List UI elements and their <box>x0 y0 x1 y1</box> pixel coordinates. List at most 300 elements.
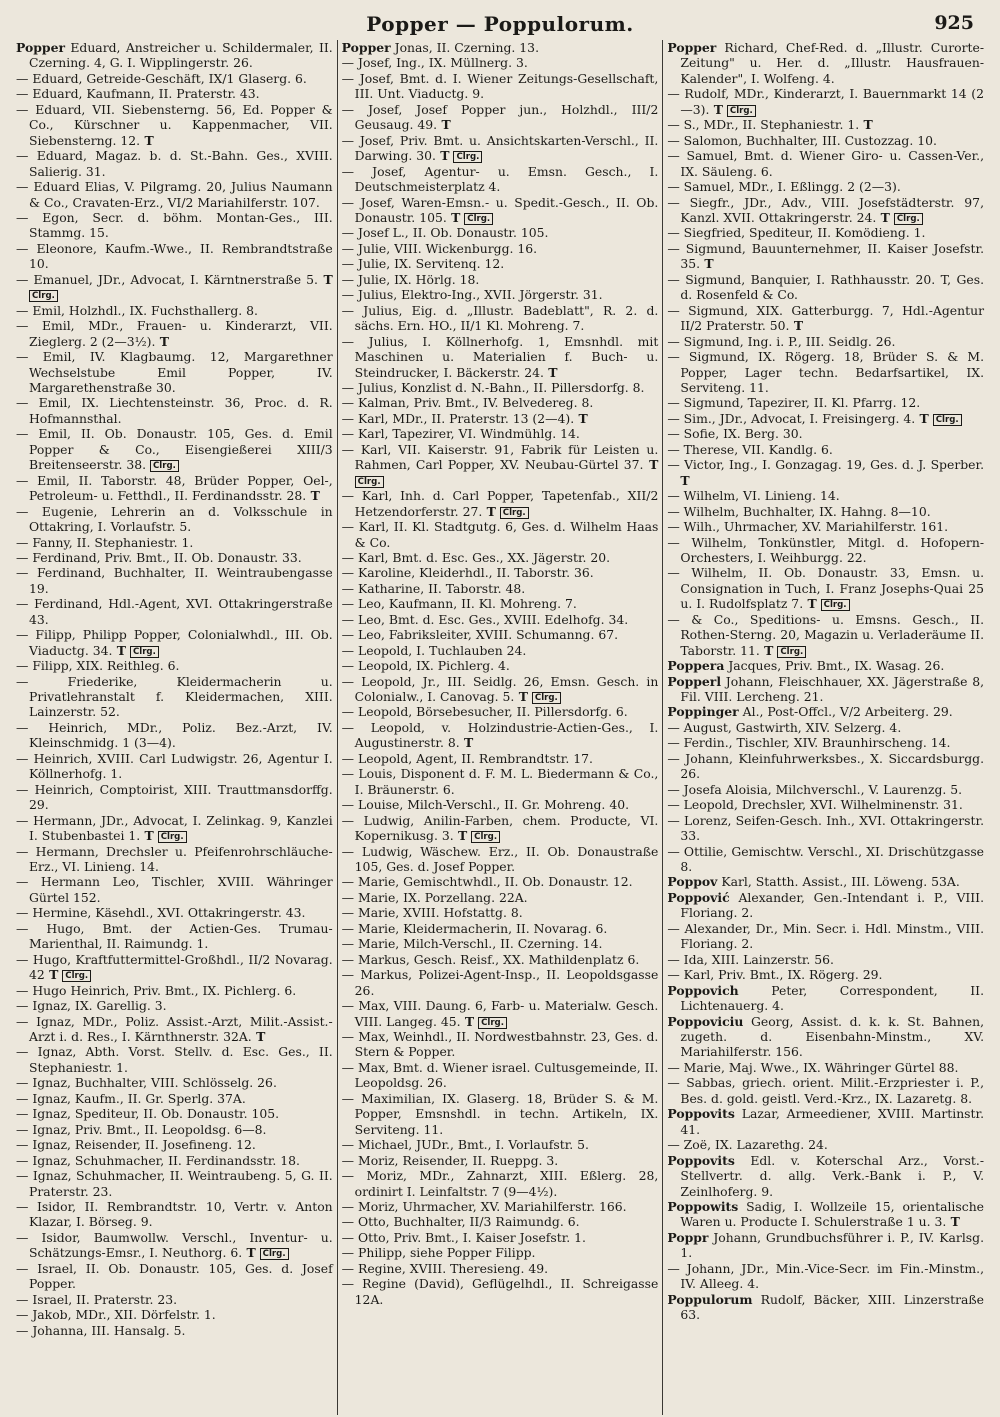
entry-text: Poppovits Edl. v. Koterschal Arz., Vorst.-Stellvertr. d. allg. Verk.-Bank i. P., V. Zeinlhoferg. 9. <box>667 1152 985 1199</box>
entry-text: — Samuel, MDr., I. Eßlingg. 2 (2—3). <box>667 179 901 195</box>
entry-text: — Kalman, Priv. Bmt., IV. Belvedereg. 8. <box>341 395 594 411</box>
entry-text: — Ignaz, Kaufm., II. Gr. Sperlg. 37A. <box>16 1090 246 1106</box>
entry-text: — Siegfr., JDr., Adv., VIII. Josefstädterstr. 97, Kanzl. XVII. Ottakringerstr. 24. <box>667 194 985 225</box>
entry-text: — Ignaz, Buchhalter, VIII. Schlösselg. 26. <box>16 1075 277 1091</box>
directory-entry <box>342 813 659 844</box>
entry-text: — Josefa Aloisia, Milchverschl., V. Laurenzg. 5. <box>667 781 963 797</box>
telephone-marker: T <box>112 642 126 658</box>
entry-text: — Hermann Leo, Tischler, XVIII. Währinger Gürtel 152. <box>16 874 333 905</box>
directory-entry <box>667 1153 984 1199</box>
entry-text: — Ignaz, Priv. Bmt., II. Leopoldsg. 6—8. <box>16 1121 267 1137</box>
entry-text: — Emil, II. Taborstr. 48, Brüder Popper, Oel-, Petroleum- u. Fetthdl., II. Ferdinandsstr. 28. <box>16 472 333 504</box>
directory-entry <box>342 55 659 70</box>
directory-entry <box>667 1137 984 1152</box>
entry-text: — Siegfried, Spediteur, II. Komödieng. 1. <box>667 225 926 241</box>
directory-entry <box>16 720 333 751</box>
clearing-badge: Clrg. <box>894 213 923 225</box>
entry-text: — Karl, Inh. d. Carl Popper, Tapetenfab., XII/2 Hetzendorferstr. 27. <box>341 488 659 519</box>
directory-entry <box>667 349 984 395</box>
clearing-badge: Clrg. <box>150 460 179 472</box>
surname-heading: Popper <box>16 40 65 55</box>
entry-text: Popperl Johann, Fleischhauer, XX. Jägerstraße 8, Fil. VIII. Lercheng. 21. <box>667 673 985 705</box>
directory-entry <box>16 1230 333 1261</box>
entry-text: — Ignaz, MDr., Poliz. Assist.-Arzt, Milit.-Assist.-Arzt i. d. Res., I. Kärnthnerstr. 32A. <box>16 1013 333 1044</box>
entry-text: — Sim., JDr., Advocat, I. Freisingerg. 4. <box>667 410 916 426</box>
directory-entry <box>16 751 333 782</box>
clearing-badge: Clrg. <box>727 105 756 117</box>
directory-entry <box>342 844 659 875</box>
directory-entry <box>16 504 333 535</box>
directory-entry <box>667 1014 984 1060</box>
entry-text: — Ignaz, IX. Garellig. 3. <box>16 998 167 1014</box>
directory-entry <box>342 195 659 226</box>
column-1 <box>12 40 337 1415</box>
directory-entry <box>342 751 659 766</box>
entry-text: — Ignaz, Schuhmacher, II. Ferdinandsstr. 18. <box>16 1152 300 1168</box>
directory-entry <box>342 921 659 936</box>
directory-entry <box>342 1168 659 1199</box>
telephone-marker: T <box>251 1029 266 1044</box>
entry-text: Poppović Alexander, Gen.-Intendant i. P., VIII. Floriang. 2. <box>667 889 985 921</box>
entry-text: Poppr Johann, Grundbuchsführer i. P., IV. Karlsg. 1. <box>667 1229 985 1261</box>
directory-entry <box>667 334 984 349</box>
directory-entry <box>667 1060 984 1075</box>
directory-entry <box>16 179 333 210</box>
entry-text: — Moriz, MDr., Zahnarzt, XIII. Eßlerg. 28, ordinirt I. Leinfaltstr. 7 (9—4½). <box>341 1168 659 1199</box>
entry-text: — Filipp, Philipp Popper, Colonialwhdl., III. Ob. Viaductg. 34. <box>16 627 333 658</box>
directory-entry <box>342 1199 659 1214</box>
directory-entry <box>667 704 984 719</box>
surname-heading: Poppowits <box>667 1198 739 1214</box>
entry-text: — Johann, Kleinfuhrwerksbes., X. Siccardsburgg. 26. <box>667 750 985 782</box>
entry-text: Poppovich Peter, Correspondent, II. Lichtenauerg. 4. <box>667 982 985 1014</box>
entry-text: — Leopold, Börsebesucher, II. Pillersdorfg. 6. <box>341 704 628 720</box>
directory-entry <box>667 117 984 132</box>
directory-entry <box>342 442 659 488</box>
entry-text: — Isidor, II. Rembrandtstr. 10, Vertr. v. Anton Klazar, I. Börseg. 9. <box>16 1198 333 1230</box>
directory-entry <box>16 473 333 504</box>
page-header <box>12 10 988 40</box>
entry-text: — Julius, Eig. d. „Illustr. Badeblatt", R. 2. d. sächs. Ern. HO., II/1 Kl. Mohreng. 7. <box>341 302 659 334</box>
entry-text: — Sabbas, griech. orient. Milit.-Erzpriester i. P., Bes. d. gold. geistl. Verd.-Krz., IX. Lazaretg. 8. <box>667 1075 985 1106</box>
entry-text: — Katharine, II. Taborstr. 48. <box>341 580 526 596</box>
directory-entry <box>16 658 333 673</box>
clearing-badge: Clrg. <box>821 599 850 611</box>
directory-entry <box>342 627 659 642</box>
entry-text: — Eduard, VII. Siebensterng. 56, Ed. Popper & Co., Kürschner u. Kappenmacher, VII. Siebensterng. 12. <box>16 101 333 148</box>
entry-text: — Emil, Holzhdl., IX. Fuchsthallerg. 8. <box>16 302 258 318</box>
directory-entry <box>667 272 984 303</box>
entry-text: — Wilh., Uhrmacher, XV. Mariahilferstr. 161. <box>667 519 949 535</box>
directory-entry <box>667 797 984 812</box>
directory-entry <box>667 1106 984 1137</box>
directory-entry <box>667 983 984 1014</box>
directory-entry <box>342 225 659 240</box>
surname-heading: Poppoviciu <box>667 1013 744 1029</box>
telephone-marker: T <box>759 642 774 658</box>
directory-entry <box>16 1044 333 1075</box>
directory-entry <box>667 395 984 410</box>
telephone-marker: T <box>460 1013 475 1029</box>
directory-entry <box>342 164 659 195</box>
entry-text: — Maximilian, IX. Glaserg. 18, Brüder S. & M. Popper, Emsnshdl. in techn. Artikeln, IX. Serviteng. 11. <box>341 1090 659 1137</box>
directory-entry <box>16 102 333 148</box>
entry-text: — Markus, Gesch. Reisf., XX. Mathildenplatz 6. <box>341 951 640 967</box>
directory-entry <box>667 426 984 441</box>
entry-text: — Karl, MDr., II. Praterstr. 13 (2—4). <box>341 410 575 426</box>
clearing-badge: Clrg. <box>464 213 493 225</box>
directory-entry <box>16 1014 333 1045</box>
entry-text: — Hugo, Kraftfuttermittel-Großhdl., II/2 Novarag. 42 <box>16 951 333 983</box>
entry-text: — Ignaz, Abth. Vorst. Stellv. d. Esc. Ges., II. Stephaniestr. 1. <box>16 1044 333 1075</box>
directory-entry <box>667 612 984 658</box>
entry-text: — Max, Bmt. d. Wiener israel. Cultusgemeinde, II. Leopoldsg. 26. <box>341 1059 659 1091</box>
telephone-marker: T <box>789 318 804 334</box>
directory-entry <box>667 782 984 797</box>
directory-entry <box>342 1091 659 1137</box>
directory-entry <box>667 890 984 921</box>
entry-text: — Ignaz, Spediteur, II. Ob. Donaustr. 105. <box>16 1106 280 1122</box>
entry-text: — Karoline, Kleiderhdl., II. Taborstr. 36. <box>341 565 594 581</box>
entry-text: — Eduard Elias, V. Pilgramg. 20, Julius Naumann & Co., Cravaten-Erz., VI/2 Mariahilferstr. 107. <box>16 179 333 210</box>
directory-entry <box>342 967 659 998</box>
telephone-marker: T <box>242 1245 256 1261</box>
directory-entry <box>342 71 659 102</box>
directory-entry <box>16 148 333 179</box>
entry-text: — Johann, JDr., Min.-Vice-Secr. im Fin.-Minstm., IV. Alleeg. 4. <box>667 1260 985 1292</box>
surname-heading: Poppović <box>667 889 730 905</box>
directory-entry <box>16 303 333 318</box>
clearing-badge: Clrg. <box>532 692 561 704</box>
directory-entry <box>667 519 984 534</box>
directory-entry <box>16 1323 333 1338</box>
entry-text: — Karl, Bmt. d. Esc. Ges., XX. Jägerstr. 20. <box>341 549 611 565</box>
surname-heading: Poppovits <box>667 1106 735 1122</box>
entry-text: — Marie, Maj. Wwe., IX. Währinger Gürtel 88. <box>667 1059 959 1075</box>
entry-text: — Heinrich, Comptoirist, XIII. Trauttmansdorffg. 29. <box>16 781 333 813</box>
telephone-marker: T <box>306 488 320 504</box>
directory-entry <box>342 704 659 719</box>
telephone-marker: T <box>435 148 450 164</box>
entry-text: — Friederike, Kleidermacherin u. Privatlehranstalt f. Kleidermachen, XIII. Lainzerstr. 52. <box>16 673 333 720</box>
entry-text: — Eduard, Getreide-Geschäft, IX/1 Glaserg. 6. <box>16 70 307 86</box>
directory-entry <box>342 303 659 334</box>
entry-text: — Julie, IX. Hörlg. 18. <box>341 271 480 287</box>
clearing-badge: Clrg. <box>933 414 962 426</box>
telephone-marker: T <box>700 256 714 272</box>
clearing-badge: Clrg. <box>260 1248 289 1260</box>
entry-text: — Lorenz, Seifen-Gesch. Inh., XVI. Ottakringerstr. 33. <box>667 812 985 844</box>
directory-entry <box>667 40 984 86</box>
entry-text: — Sigmund, XIX. Gatterburgg. 7, Hdl.-Agentur II/2 Praterstr. 50. <box>667 302 985 334</box>
telephone-marker: T <box>915 410 929 426</box>
directory-entry <box>667 241 984 272</box>
entry-text: — Otto, Priv. Bmt., I. Kaiser Josefstr. 1. <box>341 1229 586 1245</box>
page-title: Popper — Poppulorum. <box>366 12 634 36</box>
entry-text: — Fanny, II. Stephaniestr. 1. <box>16 534 194 550</box>
telephone-marker: T <box>317 271 333 287</box>
entry-text: — Leo, Bmt. d. Esc. Ges., XVIII. Edelhofg. 34. <box>341 611 629 627</box>
directory-entry <box>16 40 333 71</box>
directory-entry <box>16 1261 333 1292</box>
directory-entry <box>16 627 333 658</box>
directory-entry <box>667 751 984 782</box>
telephone-marker: T <box>453 828 468 844</box>
entry-text: — Filipp, XIX. Reithleg. 6. <box>16 658 180 674</box>
directory-entry <box>342 936 659 951</box>
entry-text: — Ignaz, Reisender, II. Josefineng. 12. <box>16 1137 256 1153</box>
entry-text: — Emil, MDr., Frauen- u. Kinderarzt, VII. Zieglerg. 2 (2—3½). <box>16 318 333 349</box>
entry-text: — Ignaz, Schuhmacher, II. Weintraubeng. 5, G. II. Praterstr. 23. <box>16 1168 333 1199</box>
entry-text: Poppowits Sadig, I. Wollzeile 15, orientalische Waren u. Producte I. Schulerstraße 1 u. 3. <box>667 1198 985 1230</box>
telephone-marker: T <box>709 101 723 117</box>
entry-text: — Josef, Josef Popper jun., Holzhdl., III/2 Geusaug. 49. <box>341 101 659 133</box>
entry-text: — Moriz, Uhrmacher, XV. Mariahilferstr. 166. <box>341 1198 627 1214</box>
entry-text: — Eugenie, Lehrerin an d. Volksschule in Ottakring, I. Vorlaufstr. 5. <box>16 503 333 535</box>
directory-entry <box>342 380 659 395</box>
entry-text: — Sigmund, Ing. i. P., III. Seidlg. 26. <box>667 333 896 349</box>
entry-text: — Markus, Polizei-Agent-Insp., II. Leopoldsgasse 26. <box>341 967 659 998</box>
directory-entry <box>667 179 984 194</box>
surname-heading: Poppinger <box>667 704 739 720</box>
entry-text: — Michael, JUDr., Bmt., I. Vorlaufstr. 5. <box>341 1137 589 1153</box>
directory-entry <box>16 952 333 983</box>
entry-text: — Emanuel, JDr., Advocat, I. Kärntnerstraße 5. <box>16 271 318 287</box>
entry-text: — Karl, VII. Kaiserstr. 91, Fabrik für Leisten u. Rahmen, Carl Popper, XV. Neubau-Gürtel 37. <box>341 441 659 473</box>
clearing-badge: Clrg. <box>478 1017 507 1029</box>
directory-entry <box>342 658 659 673</box>
directory-entry <box>16 998 333 1013</box>
directory-entry <box>342 272 659 287</box>
directory-entry <box>342 411 659 426</box>
entry-text: — Wilhelm, Tonkünstler, Mitgl. d. Hofopern-Orchesters, I. Weihburgg. 22. <box>667 534 985 565</box>
entry-text: — Hermine, Käsehdl., XVI. Ottakringerstr. 43. <box>16 905 306 921</box>
directory-entry <box>342 596 659 611</box>
directory-entry <box>667 735 984 750</box>
entry-text: — Hermann, Drechsler u. Pfeifenrohrschläuche-Erz., VI. Linieng. 14. <box>16 843 333 875</box>
directory-entry <box>16 550 333 565</box>
entry-text: — Wilhelm, Buchhalter, IX. Hahng. 8—10. <box>667 503 931 519</box>
surname-heading: Poppr <box>667 1229 709 1245</box>
clearing-badge: Clrg. <box>453 151 482 163</box>
entry-text: — Rudolf, MDr., Kinderarzt, I. Bauernmarkt 14 (2—3). <box>667 86 985 117</box>
entry-text: — Leo, Fabriksleiter, XVIII. Schumanng. 67. <box>341 627 619 643</box>
directory-entry <box>342 905 659 920</box>
directory-entry <box>342 720 659 751</box>
directory-entry <box>667 967 984 982</box>
entry-text: — Louise, Milch-Verschl., II. Gr. Mohreng. 40. <box>341 797 630 813</box>
directory-entry <box>16 813 333 844</box>
column-3 <box>662 40 988 1415</box>
entry-text: — Ida, XIII. Lainzerstr. 56. <box>667 951 834 967</box>
directory-entry <box>667 457 984 488</box>
entry-text: — Salomon, Buchhalter, III. Custozzag. 10. <box>667 132 937 148</box>
directory-entry <box>16 565 333 596</box>
surname-heading: Popper <box>667 40 717 55</box>
clearing-badge: Clrg. <box>130 646 159 658</box>
directory-entry <box>667 813 984 844</box>
entry-text: — Regine (David), Geflügelhdl., II. Schreigasse 12A. <box>341 1276 659 1307</box>
directory-entry <box>16 1106 333 1121</box>
directory-entry <box>667 1075 984 1106</box>
directory-entry <box>16 844 333 875</box>
entry-text: — Israel, II. Ob. Donaustr. 105, Ges. d. Josef Popper. <box>16 1260 333 1292</box>
columns <box>12 40 988 1415</box>
entry-text: — Johanna, III. Hansalg. 5. <box>16 1322 186 1338</box>
directory-entry <box>667 921 984 952</box>
entry-text: — Leopold, Drechsler, XVI. Wilhelminenstr. 31. <box>667 797 963 813</box>
entry-text: — Leopold, I. Tuchlauben 24. <box>341 642 527 658</box>
directory-entry <box>16 596 333 627</box>
directory-entry <box>16 1199 333 1230</box>
telephone-marker: T <box>946 1214 960 1230</box>
directory-entry <box>16 426 333 472</box>
entry-text: Poppoviciu Georg, Assist. d. k. k. St. Bahnen, zugeth. d. Eisenbahn-Minstm., XV. Mariahilferstr. 156. <box>667 1013 985 1060</box>
entry-text: — Leopold, v. Holzindustrie-Actien-Ges., I. Augustinerstr. 8. <box>341 719 659 751</box>
directory-entry <box>667 195 984 226</box>
entry-text: — Therese, VII. Kandlg. 6. <box>667 441 833 457</box>
telephone-marker: T <box>514 689 528 705</box>
surname-heading: Poppov <box>667 874 718 890</box>
entry-text: — Marie, Milch-Verschl., II. Czerning. 14. <box>341 936 603 952</box>
entry-text: — Emil, IV. Klagbaumg. 12, Margarethner Wechselstube Emil Popper, IV. Margarethenstraße 30. <box>16 349 333 395</box>
entry-text: — Leopold, Jr., III. Seidlg. 26, Emsn. Gesch. in Colonialw., I. Canovag. 5. <box>341 673 659 705</box>
directory-entry <box>16 535 333 550</box>
directory-entry <box>342 40 659 55</box>
directory-entry <box>667 411 984 426</box>
directory-entry <box>342 766 659 797</box>
surname-heading: Poppovich <box>667 982 739 998</box>
directory-entry <box>667 225 984 240</box>
directory-entry <box>342 1060 659 1091</box>
entry-text: — Josef, Agentur- u. Emsn. Gesch., I. Deutschmeisterplatz 4. <box>341 163 659 195</box>
clearing-badge: Clrg. <box>29 290 58 302</box>
directory-entry <box>667 844 984 875</box>
directory-entry <box>342 256 659 271</box>
telephone-marker: T <box>140 828 154 844</box>
directory-entry <box>16 1153 333 1168</box>
entry-text: — Eleonore, Kaufm.-Wwe., II. Rembrandtstraße 10. <box>16 240 333 272</box>
surname-heading: Poppovits <box>667 1152 735 1168</box>
directory-entry <box>342 952 659 967</box>
entry-text: — Julius, Elektro-Ing., XVII. Jörgerstr. 31. <box>341 287 603 303</box>
directory-entry <box>342 1261 659 1276</box>
directory-entry <box>667 535 984 566</box>
directory-entry <box>667 1199 984 1230</box>
telephone-marker: T <box>482 503 496 519</box>
entry-text: — Emil, II. Ob. Donaustr. 105, Ges. d. Emil Popper & Co., Eisengießerei XIII/3 Breitenseerstr. 38. <box>16 426 333 473</box>
directory-entry <box>342 334 659 380</box>
entry-text: Popper Jonas, II. Czerning. 13. <box>341 40 540 55</box>
directory-entry <box>342 1276 659 1307</box>
column-2 <box>337 40 663 1415</box>
directory-entry <box>342 1029 659 1060</box>
entry-text: — Ferdinand, Priv. Bmt., II. Ob. Donaustr. 33. <box>16 549 302 565</box>
clearing-badge: Clrg. <box>777 646 806 658</box>
directory-entry <box>342 241 659 256</box>
surname-heading: Popperl <box>667 673 722 689</box>
telephone-marker: T <box>459 735 474 751</box>
directory-entry <box>16 349 333 395</box>
directory-entry <box>342 890 659 905</box>
directory-entry <box>342 426 659 441</box>
entry-text: — Ferdinand, Buchhalter, II. Weintraubengasse 19. <box>16 565 333 596</box>
entry-text: — Sigmund, IX. Rögerg. 18, Brüder S. & M. Popper, Lager techn. Bedarfsartikel, IX. Serviteng. 11. <box>667 349 985 395</box>
entry-text: Poppovits Lazar, Armeediener, XVIII. Martinstr. 41. <box>667 1106 985 1137</box>
directory-entry <box>667 1261 984 1292</box>
entry-text: — Marie, IX. Porzellang. 22A. <box>341 889 528 905</box>
directory-entry <box>342 612 659 627</box>
surname-heading: Poppera <box>667 658 725 674</box>
entry-text: — Ottilie, Gemischtw. Verschl., XI. Drischützgasse 8. <box>667 843 985 875</box>
entry-text: — Julie, VIII. Wickenburgg. 16. <box>341 240 538 256</box>
directory-entry <box>667 488 984 503</box>
directory-entry <box>16 1307 333 1322</box>
directory-entry <box>667 148 984 179</box>
telephone-marker: T <box>140 132 154 148</box>
entry-text: Popper Richard, Chef-Red. d. „Illustr. Curorte-Zeitung" u. Her. d. „Illustr. Hausfrauen-Kalender", I. Wolfeng. 4. <box>667 40 985 86</box>
directory-entry <box>667 1230 984 1261</box>
entry-text: — Heinrich, XVIII. Carl Ludwigstr. 26, Agentur I. Köllnerhofg. 1. <box>16 750 333 782</box>
directory-entry <box>16 86 333 101</box>
directory-entry <box>16 674 333 720</box>
directory-entry <box>342 643 659 658</box>
entry-text: — Philipp, siehe Popper Filipp. <box>341 1245 536 1261</box>
clearing-badge: Clrg. <box>500 507 529 519</box>
entry-text: — Leopold, IX. Pichlerg. 4. <box>341 658 510 674</box>
entry-text: — Leopold, Agent, II. Rembrandtstr. 17. <box>341 750 593 766</box>
entry-text: — Karl, II. Kl. Stadtgutg. 6, Ges. d. Wilhelm Haas & Co. <box>341 519 659 550</box>
directory-entry <box>667 1292 984 1323</box>
entry-text: — Ferdinand, Hdl.-Agent, XVI. Ottakringerstraße 43. <box>16 596 333 627</box>
directory-entry <box>16 318 333 349</box>
entry-text: — Marie, XVIII. Hofstattg. 8. <box>341 905 523 921</box>
clearing-badge: Clrg. <box>62 970 91 982</box>
entry-text: — Isidor, Baumwollw. Verschl., Inventur- u. Schätzungs-Emsr., I. Neuthorg. 6. <box>16 1229 333 1261</box>
entry-text: — Josef, Waren-Emsn.- u. Spedit.-Gesch., II. Ob. Donaustr. 105. <box>341 194 659 225</box>
directory-entry <box>16 1075 333 1090</box>
directory-entry <box>342 1245 659 1260</box>
directory-entry <box>16 921 333 952</box>
entry-text: — Karl, Tapezirer, VI. Windmühlg. 14. <box>341 426 580 442</box>
entry-text: — Karl, Priv. Bmt., IX. Rögerg. 29. <box>667 967 883 983</box>
directory-entry <box>16 905 333 920</box>
directory-entry <box>667 674 984 705</box>
clearing-badge: Clrg. <box>471 831 500 843</box>
entry-text: — Josef L., II. Ob. Donaustr. 105. <box>341 225 549 241</box>
directory-entry <box>667 442 984 457</box>
entry-text: — Ludwig, Wäschew. Erz., II. Ob. Donaustraße 105, Ges. d. Josef Popper. <box>341 843 659 875</box>
entry-text: Popper Eduard, Anstreicher u. Schildermaler, II. Czerning. 4, G. I. Wipplingerstr. 26. <box>16 40 333 71</box>
telephone-marker: T <box>446 209 461 225</box>
entry-text: — Ludwig, Anilin-Farben, chem. Producte, VI. Kopernikusg. 3. <box>341 812 659 844</box>
entry-text: — Josef, Ing., IX. Müllnerg. 3. <box>341 55 528 71</box>
entry-text: — Ferdin., Tischler, XIV. Braunhirscheng. 14. <box>667 735 951 751</box>
entry-text: — Otto, Buchhalter, II/3 Raimundg. 6. <box>341 1214 580 1230</box>
directory-entry <box>342 674 659 705</box>
directory-entry <box>667 658 984 673</box>
directory-entry <box>16 1137 333 1152</box>
telephone-marker: T <box>437 117 451 133</box>
entry-text: — Egon, Secr. d. böhm. Montan-Ges., III. Stammg. 15. <box>16 209 333 241</box>
entry-text: — Moriz, Reisender, II. Rueppg. 3. <box>341 1152 559 1168</box>
entry-text: — Eduard, Magaz. b. d. St.-Bahn. Ges., XVIII. Salierig. 31. <box>16 148 333 179</box>
clearing-badge: Clrg. <box>355 476 384 488</box>
directory-entry <box>16 395 333 426</box>
telephone-marker: T <box>876 209 890 225</box>
entry-text: — Jakob, MDr., XII. Dörfelstr. 1. <box>16 1307 216 1323</box>
directory-entry <box>342 565 659 580</box>
